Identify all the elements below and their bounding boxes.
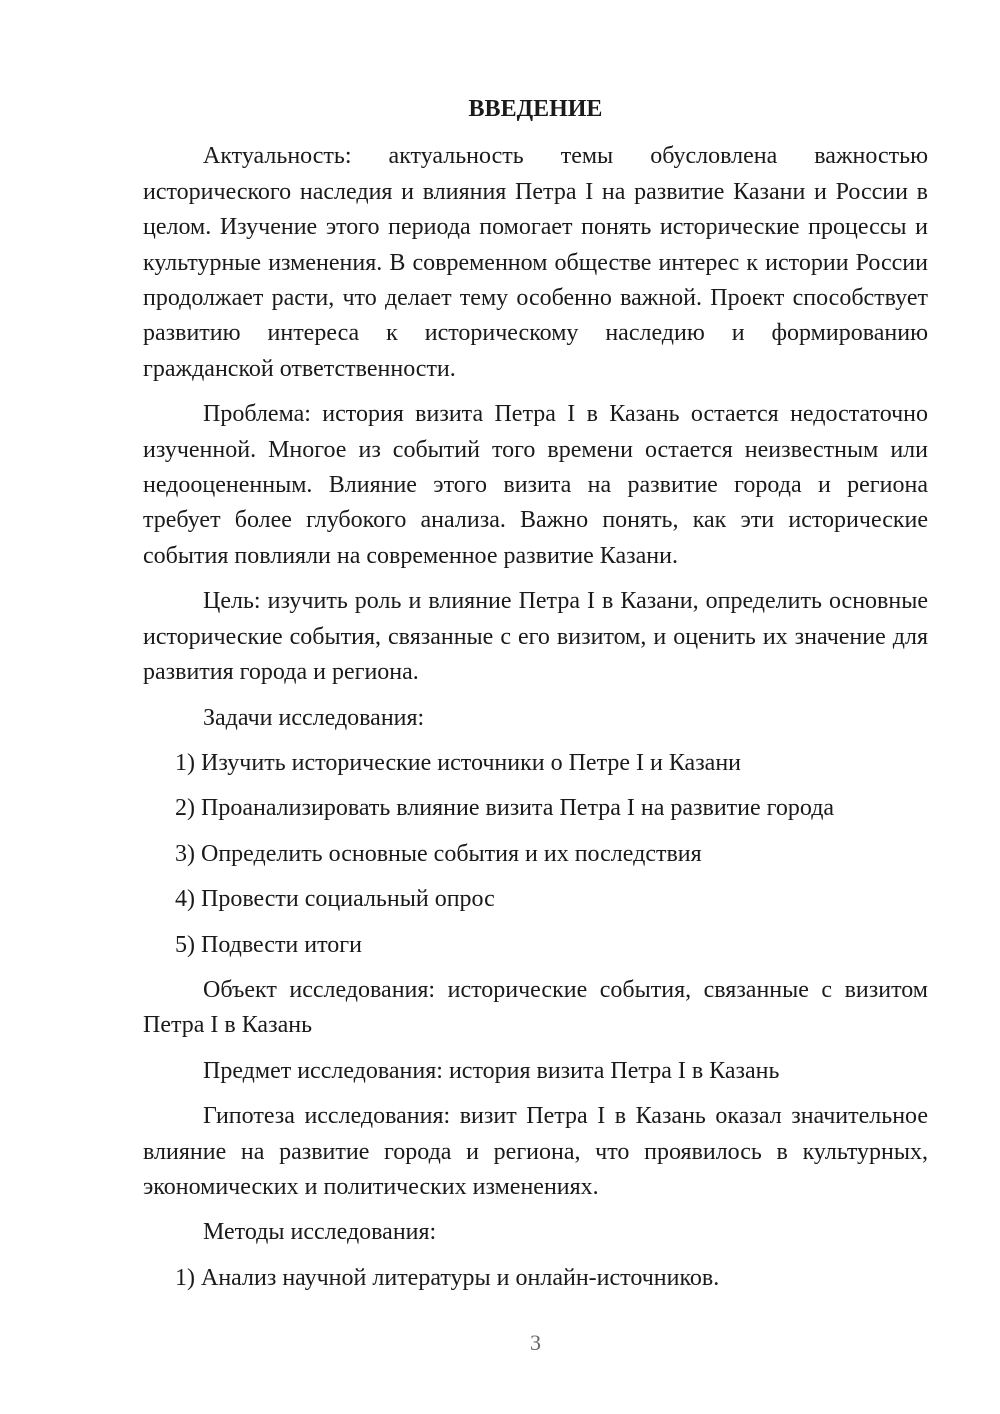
list-item: 4) Провести социальный опрос (175, 886, 495, 913)
page-number: 3 (530, 1330, 541, 1355)
list-item: 1) Анализ научной литературы и онлайн-источников. (175, 1264, 720, 1291)
methods-heading: Методы исследования: (203, 1219, 437, 1246)
relevance-paragraph: Актуальность: актуальность темы обусловлена важностью исторического наследия и влияния Петра I на развитие Казани и России в целом. Изучение этого периода помогает понять исторические процессы и культурные изменения. В современном обществе интерес к истории России продолжает расти, что делает тему особенно важной. Проект способствует развитию интереса к историческому наследию и формированию гражданской ответственности. (143, 143, 928, 382)
list-item: 1) Изучить исторические источники о Петре I и Казани (175, 749, 742, 776)
subject-paragraph: Предмет исследования: история визита Петра I в Казань (203, 1057, 780, 1084)
section-title: ВВЕДЕНИЕ (468, 96, 603, 122)
tasks-heading: Задачи исследования: (203, 704, 425, 731)
methods-list (143, 1261, 928, 1296)
list-item: 5) Подвести итоги (175, 931, 362, 958)
list-item: 2) Проанализировать влияние визита Петра I на развитие города (175, 795, 835, 822)
page-content (143, 92, 928, 1306)
object-paragraph: Объект исследования: исторические события, связанные с визитом Петра I в Казань (143, 976, 928, 1039)
tasks-list (143, 746, 928, 963)
goal-paragraph: Цель: изучить роль и влияние Петра I в Казани, определить основные исторические события, связанные с его визитом, и оценить их значение для развития города и региона. (143, 588, 928, 686)
list-item: 3) Определить основные события и их последствия (175, 840, 702, 867)
hypothesis-paragraph: Гипотеза исследования: визит Петра I в Казань оказал значительное влияние на развитие города и региона, что проявилось в культурных, экономических и политических изменениях. (143, 1103, 928, 1200)
problem-paragraph: Проблема: история визита Петра I в Казань остается недостаточно изученной. Многое из событий того времени остается неизвестным или недооцененным. Влияние этого визита на развитие города и региона требует более глубокого анализа. Важно понять, как эти исторические события повлияли на современное развитие Казани. (143, 401, 928, 569)
